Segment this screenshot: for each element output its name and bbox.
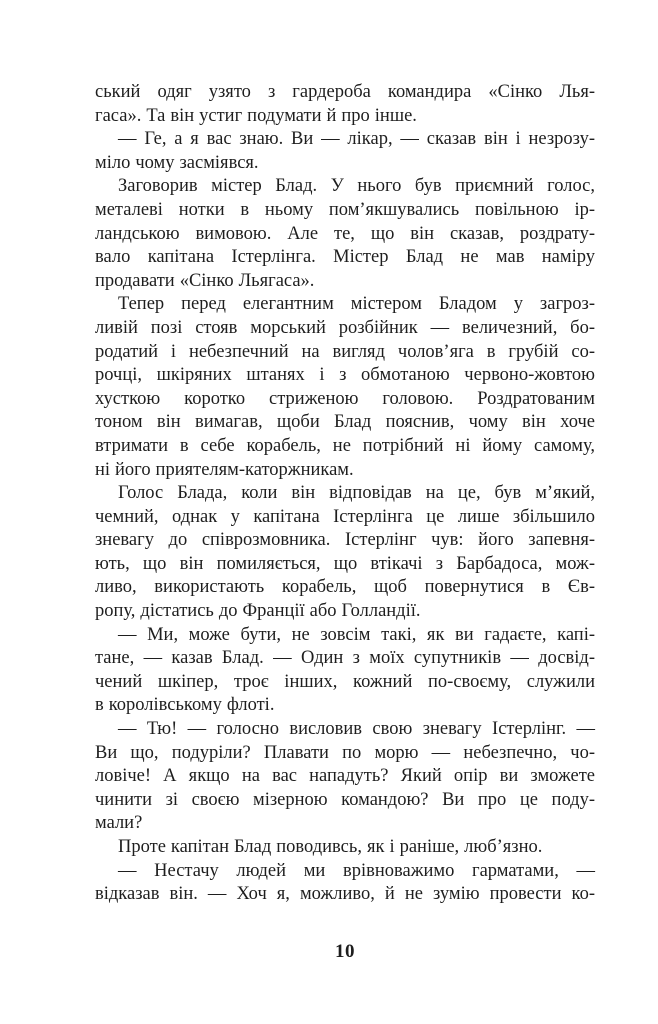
text-line: чений шкіпер, троє інших, кожний по-своєму, служили bbox=[95, 671, 595, 692]
text-line: ропу, дістатись до Франції або Голландії. bbox=[95, 601, 421, 622]
text-line: Проте капітан Блад поводивсь, як і раніше, люб’язно. bbox=[118, 837, 543, 857]
text-line: ландською вимовою. Але те, що він сказав, роздрату- bbox=[95, 223, 595, 244]
text-line: продавати «Сінко Льягаса». bbox=[95, 270, 315, 291]
text-line: металеві нотки в ньому пом’якшувались повільною ір- bbox=[95, 199, 595, 220]
text-line: родатий і небезпечний на вигляд чолов’яга в грубій со- bbox=[95, 341, 595, 362]
text-line: Голос Блада, коли він відповідав на це, був м’який, bbox=[118, 483, 595, 504]
text-line: — Ми, може бути, не зовсім такі, як ви гадаєте, капі- bbox=[118, 624, 595, 645]
text-line: мали? bbox=[95, 813, 143, 834]
text-line: міло чому засміявся. bbox=[95, 152, 259, 173]
text-line: вало капітана Істерлінга. Містер Блад не мав наміру bbox=[95, 247, 595, 268]
text-line: ловіче! А якщо на вас нападуть? Який опір ви зможете bbox=[95, 766, 595, 787]
text-line: в королівському флоті. bbox=[95, 695, 275, 716]
text-line: рочці, шкіряних штанях і з обмотаною червоно-жовтою bbox=[95, 365, 595, 386]
text-line: Заговорив містер Блад. У нього був приємний голос, bbox=[118, 176, 595, 197]
page-number: 10 bbox=[335, 940, 355, 962]
text-line: тане, — казав Блад. — Один з моїх супутників — досвід- bbox=[95, 648, 595, 669]
text-line: ський одяг узято з гардероба командира «Сінко Лья- bbox=[95, 82, 595, 102]
text-block bbox=[95, 81, 595, 963]
text-line: ні його приятелям-каторжникам. bbox=[95, 459, 354, 480]
text-line: тоном він вимагав, щоби Блад пояснив, чому він хоче bbox=[95, 412, 595, 433]
text-line: Тепер перед елегантним містером Бладом у загроз- bbox=[118, 294, 595, 315]
text-line: Ви що, подуріли? Плавати по морю — небезпечно, чо- bbox=[95, 742, 595, 763]
text-line: гаса». Та він устиг подумати й про інше. bbox=[95, 105, 417, 126]
text-line: — Ге, а я вас знаю. Ви — лікар, — сказав він і незрозу- bbox=[118, 129, 595, 150]
text-line: відказав він. — Хоч я, можливо, й не зумію провести ко- bbox=[95, 884, 595, 905]
text-line: чемний, однак у капітана Істерлінга це лише збільшило bbox=[95, 506, 595, 527]
text-line: зневагу до співрозмовника. Істерлінг чув: його запевня- bbox=[95, 530, 595, 551]
text-line: хусткою коротко стриженою головою. Роздратованим bbox=[95, 388, 595, 409]
text-line: ливо, використають корабель, щоб повернутися в Єв- bbox=[95, 577, 595, 598]
text-line: втримати в себе корабель, не потрібний ні йому самому, bbox=[95, 435, 595, 456]
text-line: ють, що він помиляється, що втікачі з Барбадоса, мож- bbox=[95, 553, 595, 574]
text-line: — Нестачу людей ми врівноважимо гарматами, — bbox=[118, 860, 595, 881]
text-line: — Тю! — голосно висловив свою зневагу Істерлінг. — bbox=[118, 719, 595, 740]
text-line: ливій позі стояв морський розбійник — величезний, бо- bbox=[95, 317, 595, 338]
text-line: чинити зі своєю мізерною командою? Ви про це поду- bbox=[95, 789, 595, 810]
